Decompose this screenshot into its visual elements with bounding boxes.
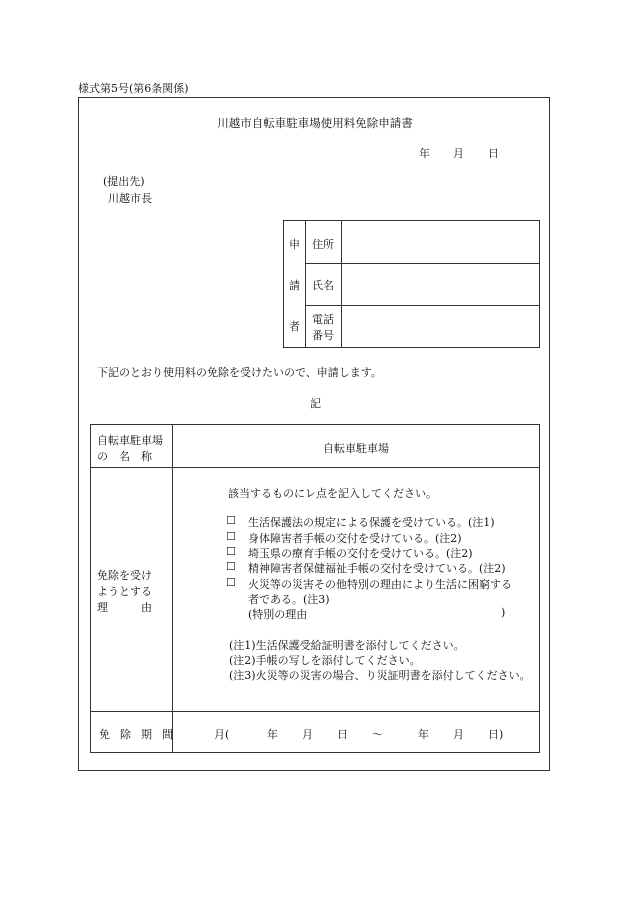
checkbox-icon[interactable]: ☐ [226,545,236,558]
special-reason-open: (特別の理由 [248,608,308,621]
reason-label-line2: ようとする [97,585,152,598]
addressee-label: (提出先) [103,175,145,188]
reason-option-continuation: 者である。(注3) [248,593,330,606]
applicant-side-char: 申 [289,238,300,251]
phone-label-line1: 電話 [312,313,334,326]
note-2: (注2)手帳の写しを添付してください。 [229,654,421,667]
reason-option: 埼玉県の療育手帳の交付を受けている。(注2) [248,547,473,560]
reason-label-line3: 理 由 [97,601,152,614]
parking-name-value: 自転車駐車場 [323,442,389,455]
period-year-1: 年 [267,728,278,741]
checkbox-icon[interactable]: ☐ [226,576,236,589]
reason-label-line1: 免除を受け [97,569,152,582]
phone-label-line2: 番号 [312,329,334,342]
main-row-divider [91,467,539,468]
applicant-row-divider [305,263,539,264]
period-month-2: 月 [453,728,464,741]
period-day-1: 日 [337,728,348,741]
exemption-period-label: 免除期間 [99,728,183,741]
reason-option: 火災等の災害その他特別の理由により生活に困窮する [248,578,512,591]
date-year: 年 [419,147,430,160]
note-3: (注3)火災等の災害の場合、り災証明書を添付してください。 [229,669,531,682]
date-month: 月 [453,147,464,160]
date-day: 日 [488,147,499,160]
reason-option: 身体障害者手帳の交付を受けている。(注2) [248,532,462,545]
form-title: 川越市自転車駐車場使用料免除申請書 [217,116,413,130]
period-day-2-close: 日) [488,728,504,741]
reason-instruction: 該当するものにレ点を記入してください。 [228,487,437,500]
parking-name-label-line1: 自転車駐車場 [97,434,163,447]
ki-mark: 記 [310,397,321,410]
applicant-row-divider [305,305,539,306]
period-tilde: 〜 [372,728,383,741]
applicant-table [283,220,540,348]
main-column-divider [172,425,173,752]
form-number: 様式第5号(第6条関係) [78,82,189,95]
main-table [90,424,540,753]
addressee-name: 川越市長 [108,192,152,205]
special-reason-close: ) [501,606,506,619]
note-1: (注1)生活保護受給証明書を添付してください。 [229,639,465,652]
intro-text: 下記のとおり使用料の免除を受けたいので、申請します。 [97,366,382,379]
reason-option: 精神障害者保健福祉手帳の交付を受けている。(注2) [248,562,506,575]
checkbox-icon[interactable]: ☐ [226,560,236,573]
main-row-divider [91,711,539,712]
checkbox-icon[interactable]: ☐ [226,514,236,527]
applicant-divider [341,221,342,347]
checkbox-icon[interactable]: ☐ [226,530,236,543]
applicant-side-char: 者 [289,320,300,333]
parking-name-label-line2: の 名 称 [97,450,152,463]
period-year-2: 年 [418,728,429,741]
period-month-open: 月( [214,728,230,741]
applicant-divider [305,221,306,347]
address-label: 住所 [312,238,334,251]
reason-option: 生活保護法の規定による保護を受けている。(注1) [248,516,495,529]
applicant-side-char: 請 [289,279,300,292]
name-label: 氏名 [312,279,334,292]
period-month-1: 月 [302,728,313,741]
